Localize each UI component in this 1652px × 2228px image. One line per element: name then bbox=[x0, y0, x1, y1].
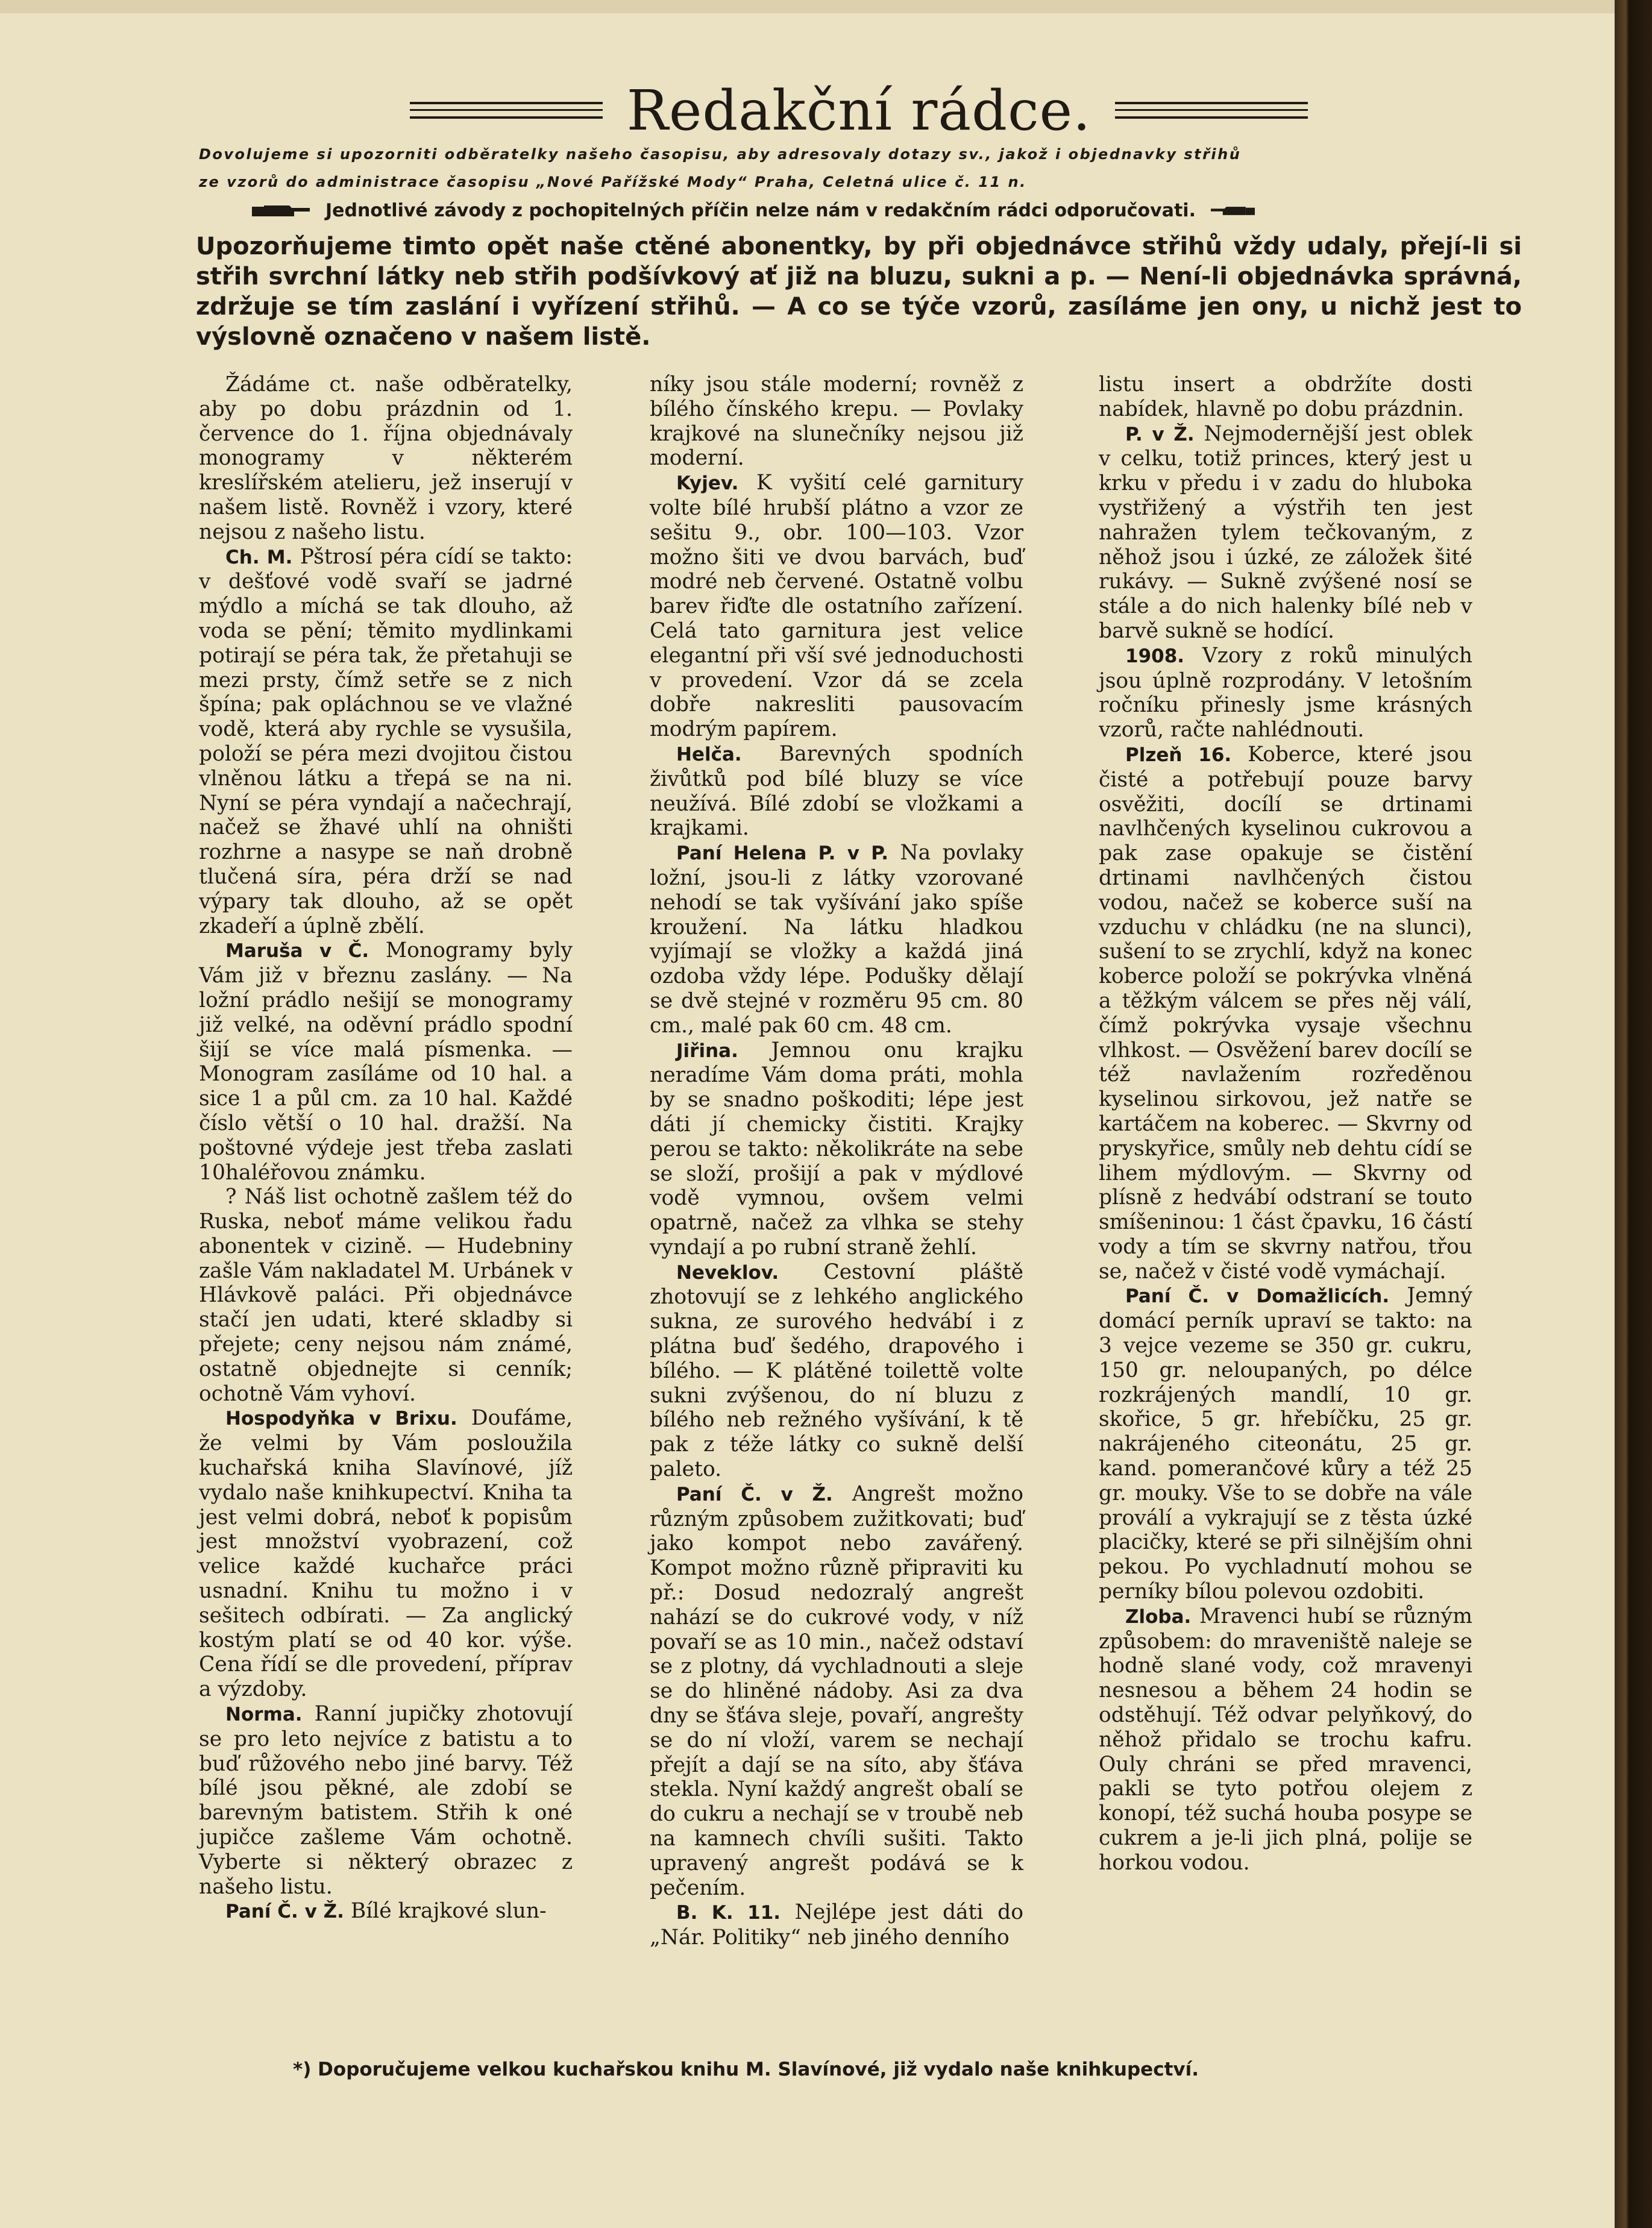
paragraph bbox=[650, 1038, 1023, 1260]
paragraph bbox=[1099, 644, 1472, 742]
paragraph bbox=[650, 742, 1023, 841]
correspondent-name: Paní Č. v Domažlicích. bbox=[1125, 1285, 1390, 1308]
correspondent-name: Helča. bbox=[676, 743, 742, 765]
answer-text: Vzory z roků minulých jsou úplně rozprodány. V letošním ročníku přinesly jsme krásných vzorů, račte nahlédnouti. bbox=[1099, 643, 1473, 742]
paragraph bbox=[1099, 1604, 1472, 1875]
paragraph: Žádáme ct. naše odběratelky, aby po dobu prázdnin od 1. července do 1. října objednávaly monogramy v některém kreslířském atelieru, jež inserují v našem listě. Rovněž i vzory, které nejsou z našeho listu. bbox=[199, 372, 573, 544]
lead-paragraph: Upozorňujeme timto opět naše ctěné abonentky, by při objednávce střihů vždy udaly, přejí-li si střih svrchní látky neb střih podšívkový ať již na bluzu, sukni a p. — Není-li objednávka správná, zdržuje se tím zaslání i vyřízení střihů. — A co se týče vzorů, zasíláme jen ony, u nichž jest to výslovně označeno v našem listě. bbox=[196, 233, 1522, 351]
paragraph bbox=[1099, 1284, 1472, 1604]
answer-text: Nejlépe jest dáti do „Nár. Politiky“ neb jiného denního bbox=[650, 1900, 1023, 1950]
title-rule-right bbox=[1115, 102, 1308, 119]
paragraph bbox=[1099, 422, 1472, 644]
correspondent-name: Ch. M. bbox=[225, 546, 293, 568]
answer-text: Nejmodernější jest oblek v celku, totiž princes, který jest u krku v předu i v zadu do hluboka vystřižený a výstřih ten jest nahražen tylem tečkovaným, z něhož jsou i úzké, ze záložek šité rukávy. — Sukně zvýšené nosí se stále a do nich halenky bílé neb v barvě sukně se hodící. bbox=[1099, 421, 1473, 643]
answer-text: Jemnou onu krajku neradíme Vám doma práti, mohla by se snadno poškoditi; lépe jest dáti jí chemicky čistiti. Krajky perou se takto: několikráte na sebe se složí, prošijí a pak v mýdlové vodě vymnou, ovšem velmi opatrně, načež za vlhka se stehy vyndají a po rubní straně žehlí. bbox=[650, 1038, 1024, 1260]
paragraph bbox=[650, 1900, 1023, 1950]
answer-text: Bílé krajkové slun- bbox=[350, 1899, 547, 1924]
correspondent-name: P. v Ž. bbox=[1125, 423, 1195, 445]
paragraph: listu insert a obdržíte dosti nabídek, hlavně po dobu prázdnin. bbox=[1099, 372, 1472, 421]
answer-text: Monogramy byly Vám již v březnu zaslány. — Na ložní prádlo nešijí se monogramy již velké, na oděvní prádlo spodní šijí se více malá písmenka. — Monogram zasíláme od 10 hal. a sice 1 a půl cm. za 10 hal. Každé číslo větší o 10 hal. dražší. Na poštovné výdeje jest třeba zaslati 10haléřovou známku. bbox=[199, 938, 573, 1185]
notice-line-3 bbox=[252, 200, 1457, 221]
answer-text: Mravenci hubí se různým způsobem: do mraveniště naleje se hodně slané vody, což mravenyi nesnesou a během 24 hodin se odstěhují. Též odvar pelyňkový, do něhož přidalo se trochu kafru. Ouly chráni se před mravenci, pakli se tyto potřou olejem z konopí, též suchá houba posype se cukrem a je-li jich plná, polije se horkou vodou. bbox=[1099, 1604, 1473, 1875]
page-binding-edge bbox=[1615, 0, 1652, 2228]
paragraph: níky jsou stále moderní; rovněž z bílého čínského krepu. — Povlaky krajkové na slunečníky nejsou již moderní. bbox=[650, 372, 1023, 471]
answer-text: K vyšití celé garnitury volte bílé hrubší plátno a vzor ze sešitu 9., obr. 100—103. Vzor možno šiti ve dvou barvách, buď modré neb červené. Ostatně volbu barev řiďte dle ostatního zařízení. Celá tato garnitura jest velice elegantní při vší své jednoduchosti v provedení. Vzor dá se zcela dobře nakresliti pausovacím modrým papírem. bbox=[650, 471, 1024, 742]
top-margin bbox=[0, 0, 1652, 13]
correspondent-name: Neveklov. bbox=[676, 1261, 779, 1284]
paragraph bbox=[199, 1702, 573, 1899]
notice-line-1: Dovolujeme si upozorniti odběratelky našeho časopisu, aby adresovaly dotazy sv., jakož i objednavky střihů bbox=[199, 146, 1242, 163]
correspondent-name: Paní Helena P. v P. bbox=[676, 843, 888, 865]
answer-text: Barevných spodních živůtků pod bílé bluzy se více neužívá. Bílé zdobí se vložkami a krajkami. bbox=[650, 741, 1023, 841]
answer-text: Cestovní pláště zhotovují se z lehkého anglického sukna, ze surového hedvábí i z plátna buď šedého, drapového i bílého. — K plátěné toilettě volte sukni zvýšenou, do ní bluzu z bílého neb režného vyšívání, k tě pak z téže látky co sukně delší paleto. bbox=[650, 1260, 1023, 1482]
correspondent-name: Plzeň 16. bbox=[1125, 744, 1232, 766]
column-2 bbox=[650, 372, 1023, 1950]
correspondent-name: B. K. 11. bbox=[676, 1902, 781, 1924]
answer-text: Na povlaky ložní, jsou-li z látky vzorované nehodí se tak vyšívání jako spíše kroužení. Na látku hladkou vyjímají se vložky a každá jiná ozdoba vždy lépe. Podušky dělají se dvě stejné v rozměru 95 cm. 80 cm., malé pak 60 cm. 48 cm. bbox=[650, 841, 1023, 1038]
pointing-hand-right-icon bbox=[252, 203, 312, 219]
paragraph bbox=[650, 841, 1023, 1038]
column-1 bbox=[199, 372, 573, 1924]
page-title: Redakční rádce. bbox=[626, 78, 1091, 143]
column-3 bbox=[1099, 372, 1472, 1875]
correspondent-name: Maruša v Č. bbox=[225, 940, 369, 962]
title-rule-left bbox=[410, 102, 603, 119]
correspondent-name: Paní Č. v Ž. bbox=[676, 1483, 833, 1505]
correspondent-name: Kyjev. bbox=[676, 472, 739, 495]
notice-line-3-text: Jednotlivé závody z pochopitelných příčin nelze nám v redakčním rádci odporučovati. bbox=[325, 200, 1196, 221]
answer-text: Jemný domácí perník upraví se takto: na 3 vejce vezeme se 350 gr. cukru, 150 gr. neloupaných, po délce rozkrájených mandlí, 10 gr. skořice, 5 gr. hřebíčku, 25 gr. nakrájeného citeonátu, 25 gr. kand. pomerančové kůry a též 25 gr. mouky. Vše to se dobře na vále proválí a vykrajují se z těsta úzké placičky, které se při silnějším ohni pekou. Po vychladnutí mohou se perníky bílou polevou ozdobiti. bbox=[1099, 1284, 1472, 1604]
paragraph bbox=[1099, 742, 1472, 1284]
answer-text: Ranní jupičky zhotovují se pro leto nejvíce z batistu a to buď růžového nebo jiné barvy. Též bílé jsou pěkné, ale zdobí se barevným batistem. Střih k oné jupičce zašleme Vám ochotně. Vyberte si některý obrazec z našeho listu. bbox=[199, 1702, 573, 1899]
pointing-hand-left-icon bbox=[1209, 203, 1255, 219]
correspondent-name: 1908. bbox=[1125, 645, 1185, 667]
footnote: *) Doporučujeme velkou kuchařskou knihu M. Slavínové, již vydalo naše knihkupectví. bbox=[293, 2059, 1199, 2080]
paragraph bbox=[650, 471, 1023, 742]
correspondent-name: Jiřina. bbox=[676, 1040, 738, 1062]
answer-text: Doufáme, že velmi by Vám posloužila kuchařská kniha Slavínové, jíž vydalo naše knihkupectví. Kniha ta jest velmi dobrá, neboť k popisům jest množství vyobrazení, což velice každé kuchařce práci usnadní. Knihu tu možno i v sešitech odbírati. — Za anglický kostým platí se od 40 kor. výše. Cena řídí se dle provedení, příprav a výzdoby. bbox=[199, 1406, 573, 1702]
correspondent-name: Zloba. bbox=[1125, 1605, 1192, 1628]
paragraph bbox=[650, 1482, 1023, 1901]
paragraph: ? Náš list ochotně zašlem též do Ruska, neboť máme velikou řadu abonentek v cizině. — Hudebniny zašle Vám nakladatel M. Urbánek v Hlávkově paláci. Při objednávce stačí jen udati, které skladby si přejete; ceny nejsou nám známé, ostatně objednejte si cenník; ochotně Vám vyhoví. bbox=[199, 1185, 573, 1406]
correspondent-name: Hospodyňka v Brixu. bbox=[225, 1408, 457, 1430]
correspondent-name: Norma. bbox=[225, 1704, 303, 1726]
answer-text: Pštrosí péra cídí se takto: v dešťové vodě svaří se jadrné mýdlo a míchá se tak dlouho, až voda se pění; těmito mydlinkami potirají se péra tak, že přetahuji se mezi prsty, čímž setře se z nich špína; pak opláchnou se ve vlažné vodě, která aby rychle se vysušila, položí se péra mezi dvojitou čistou vlněnou látku a třepá se na ni. Nyní se péra vyndají a načechrají, načež se žhavé uhlí na ohništi rozhrne a nasype se naň drobně tlučená síra, péra drží se nad výpary tak dlouho, až se opět zkadeří a úplně zbělí. bbox=[199, 544, 573, 938]
paragraph bbox=[199, 545, 573, 939]
paragraph bbox=[199, 1899, 573, 1924]
paragraph bbox=[199, 1406, 573, 1702]
paragraph bbox=[650, 1260, 1023, 1482]
answer-text: Koberce, které jsou čisté a potřebují pouze barvy osvěžiti, docílí se drtinami navlhčených kyselinou cukrovou a pak zase opakuje se čistění drtinami navlhčených čistou vodou, načež se koberce suší na vzduchu v chládku (ne na slunci), sušení to se zrychlí, když na konec koberce položí se pokrývka vlněná a těžkým válcem se přes něj válí, čímž pokrývka vysaje všechnu vlhkost. — Osvěžení barev docílí se též navlažením rozředěnou kyselinou sirkovou, jež natře se kartáčem na koberec. — Skvrny od pryskyřice, smůly neb dehtu cídí se lihem mýdlovým. — Skvrny od plísně z hedvábí odstraní se touto smíšeninou: 1 část čpavku, 16 částí vody a tím se skvrny natřou, třou se, načež v čisté vodě vymáchají. bbox=[1099, 742, 1472, 1284]
notice-line-2: ze vzorů do administrace časopisu „Nové Pařížské Mody“ Praha, Celetná ulice č. 11 n. bbox=[199, 174, 1027, 190]
masthead bbox=[338, 77, 1380, 143]
paragraph bbox=[199, 938, 573, 1185]
answer-text: Angrešt možno různým způsobem zužitkovati; buď jako kompot nebo zavářený. Kompot možno různě připraviti ku př.: Dosud nedozralý angrešt nahází se do cukrové vody, v níž povaří se as 10 min., načež odstaví se z plotny, dá vychladnouti a sleje se do hliněné nádoby. Asi za dva dny se šťáva sleje, povaří, angrešty se do ní vloží, varem se nechají přejít a dají se na síto, aby šťáva stekla. Nyní každý angrešt obalí se do cukru a nechají se v troubě neb na kamnech chvíli sušiti. Takto upravený angrešt podává se k pečením. bbox=[650, 1481, 1023, 1900]
correspondent-name: Paní Č. v Ž. bbox=[225, 1901, 344, 1923]
